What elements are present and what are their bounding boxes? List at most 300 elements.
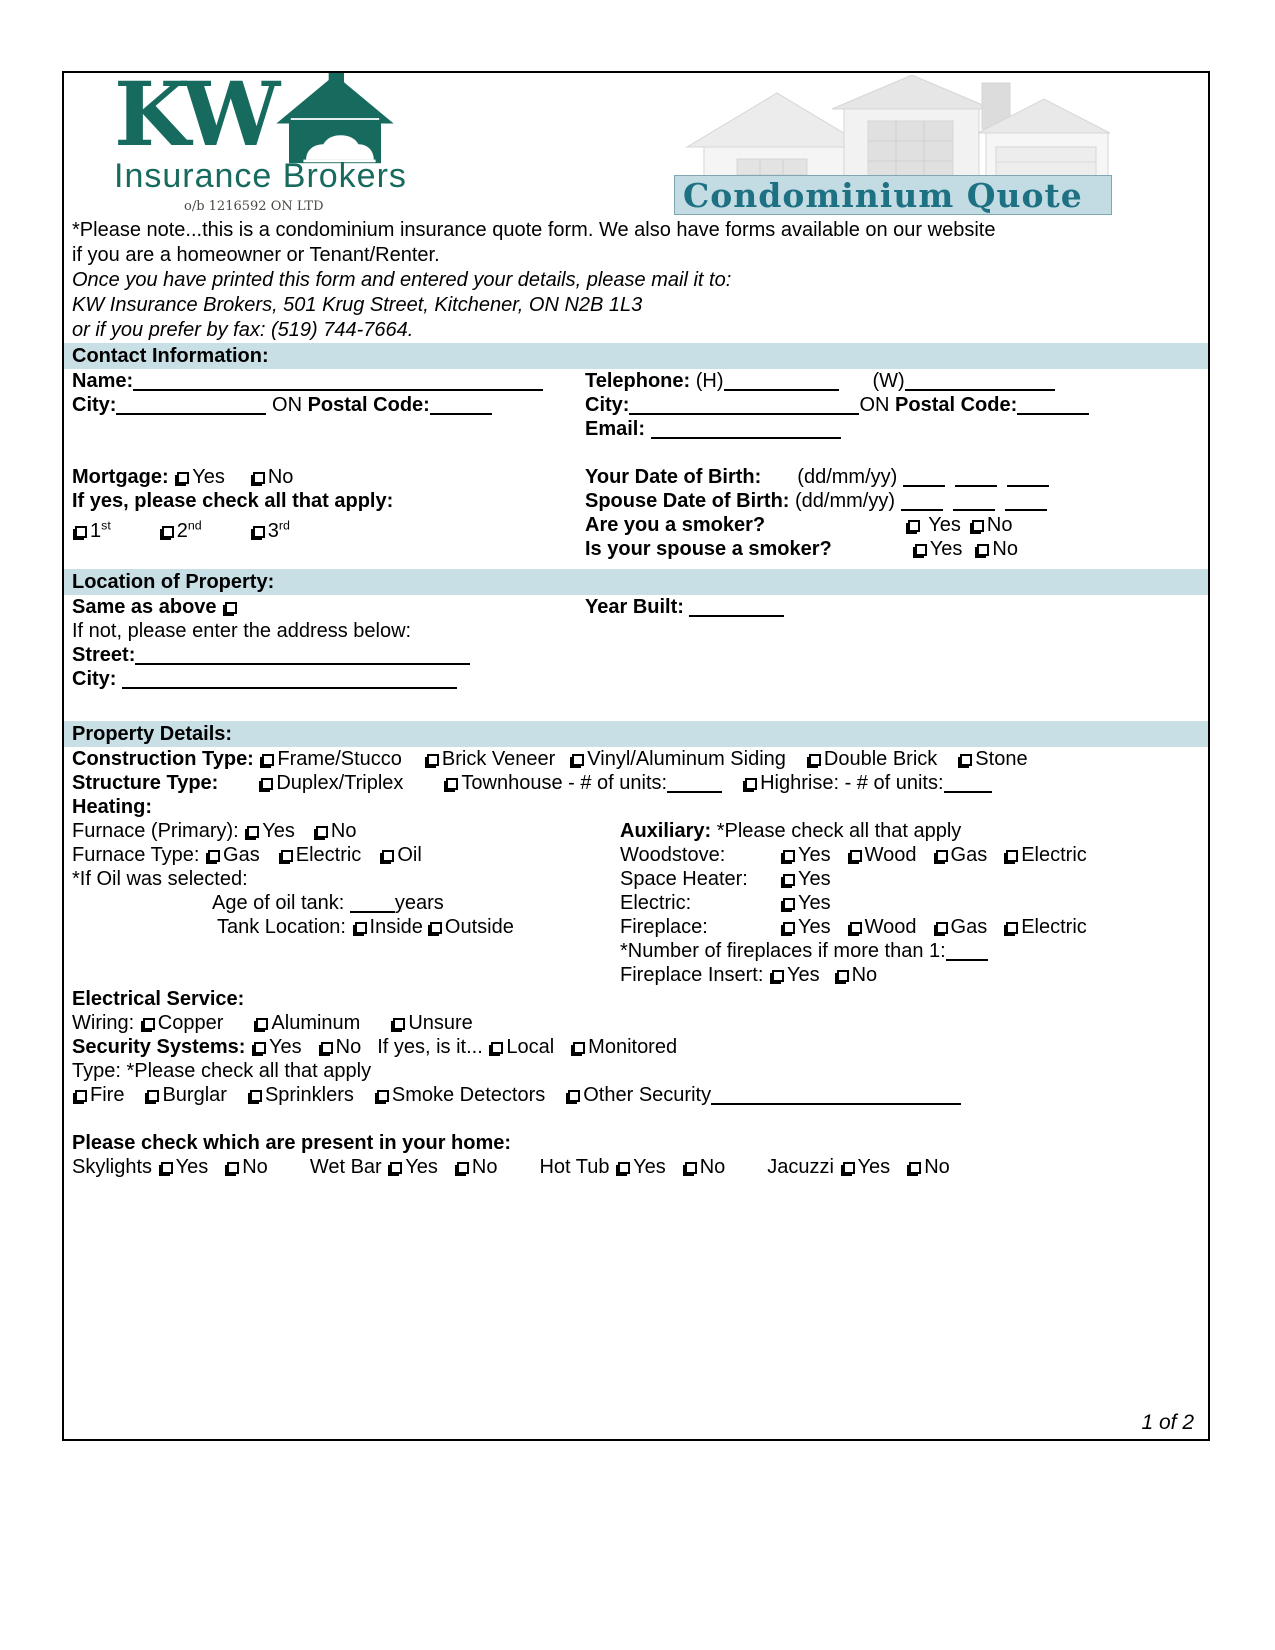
contact-left-column [72, 369, 585, 561]
checkbox-label: Electric [295, 844, 362, 866]
checkbox-icon [685, 1162, 697, 1174]
checkbox-icon [262, 754, 274, 766]
checkbox-option-smoke-detectors[interactable] [374, 1084, 545, 1106]
input-blank[interactable] [667, 773, 722, 793]
checkbox-label: No [242, 1156, 268, 1178]
checkbox-option-copper[interactable] [140, 1012, 224, 1034]
checkbox-label: Smoke Detectors [391, 1084, 546, 1106]
section-title: Location of Property: [72, 571, 275, 593]
field-label: Heating: [72, 796, 152, 818]
checkbox-icon [972, 520, 984, 532]
text: Electric: [620, 892, 692, 914]
text: Skylights [72, 1156, 158, 1178]
logo-kw-text: KW [114, 62, 275, 166]
heating-left-column [72, 819, 620, 987]
checkbox-option-unsure[interactable] [390, 1012, 472, 1034]
checkbox-icon [936, 922, 948, 934]
checkbox-option-3[interactable] [250, 520, 290, 542]
checkbox-label: Yes [798, 892, 831, 914]
checkbox-icon [837, 970, 849, 982]
form-line [72, 441, 585, 465]
form-line [72, 771, 1200, 795]
form-line [72, 268, 1200, 293]
checkbox-option-yes[interactable] [840, 1156, 891, 1178]
checkbox-label: Yes [798, 844, 831, 866]
checkbox-option-double-brick[interactable] [806, 748, 937, 770]
input-blank[interactable] [711, 1085, 961, 1105]
input-blank[interactable] [135, 645, 470, 665]
text: years [394, 892, 444, 914]
text: Fireplace Insert: [620, 964, 769, 986]
text: if you are a homeowner or Tenant/Renter. [72, 244, 440, 266]
input-blank[interactable] [1017, 395, 1089, 415]
field-label: Is your spouse a smoker? [585, 538, 832, 560]
checkbox-option-sprinklers[interactable] [247, 1084, 354, 1106]
checkbox-icon [143, 1018, 155, 1030]
checkbox-option-no[interactable] [454, 1156, 498, 1178]
header [64, 62, 1208, 216]
intro-text [64, 216, 1208, 343]
checkbox-icon [250, 1090, 262, 1102]
location-section [64, 595, 1208, 691]
text: (H) [695, 370, 724, 392]
checkbox-icon [783, 922, 795, 934]
text: Woodstove: [620, 844, 726, 866]
checkbox-icon [254, 1042, 266, 1054]
checkbox-icon [247, 826, 259, 838]
quote-banner [674, 175, 1112, 215]
checkbox-icon [1006, 922, 1018, 934]
checkbox-icon [457, 1162, 469, 1174]
form-line [585, 393, 1200, 417]
checkbox-icon [909, 1162, 921, 1174]
checkbox-icon [960, 754, 972, 766]
form-line [72, 489, 585, 513]
checkbox-label: Outside [444, 916, 514, 938]
checkbox-label: No [699, 1156, 726, 1178]
ordinal-suffix: nd [187, 518, 202, 532]
form-line [72, 1011, 1200, 1035]
section-header-location [64, 569, 1208, 595]
property-bottom-lines [64, 987, 1208, 1179]
form-line [72, 843, 620, 867]
checkbox-label: Other Security [583, 1084, 712, 1106]
input-blank[interactable] [133, 371, 543, 391]
checkbox-label: No [335, 1036, 362, 1058]
text: Furnace Type: [72, 844, 206, 866]
checkbox-label: Frame/Stucco [277, 748, 402, 770]
checkbox-icon [977, 544, 989, 556]
checkbox-label: No [992, 538, 1018, 560]
ordinal-suffix: st [101, 518, 111, 532]
form-line [585, 489, 1200, 513]
checkbox-icon [147, 1090, 159, 1102]
checkbox-option-electric[interactable] [1003, 844, 1087, 866]
checkbox-option-gas[interactable] [933, 844, 988, 866]
checkbox-option-yes[interactable] [905, 514, 961, 536]
checkbox-label: Yes [929, 538, 963, 560]
form-line [72, 891, 620, 915]
input-blank[interactable] [651, 419, 841, 439]
checkbox-option-fire[interactable] [72, 1084, 124, 1106]
checkbox-option-wood[interactable] [847, 916, 917, 938]
text: If not, please enter the address below: [72, 620, 412, 642]
checkbox-icon [161, 1162, 173, 1174]
form-line [72, 417, 585, 441]
checkbox-icon [355, 922, 367, 934]
checkbox-label: No [267, 466, 294, 488]
section-header-contact [64, 343, 1208, 369]
text: ON [859, 394, 896, 416]
text: ON [266, 394, 308, 416]
header-image [682, 75, 1110, 215]
text: *Please check all that apply [716, 820, 962, 842]
checkbox-option-aluminum[interactable] [253, 1012, 360, 1034]
checkbox-icon [572, 754, 584, 766]
checkbox-option-no[interactable] [250, 466, 294, 488]
field-label: Year Built: [585, 596, 690, 618]
checkbox-icon [568, 1090, 580, 1102]
checkbox-option-oil[interactable] [379, 844, 421, 866]
checkbox-option-no[interactable] [974, 538, 1018, 560]
input-blank[interactable] [724, 371, 839, 391]
form-line [620, 819, 1200, 843]
checkbox-icon [430, 922, 442, 934]
checkbox-label: No [986, 514, 1013, 536]
checkbox-option-no[interactable] [906, 1156, 950, 1178]
checkbox-option-yes[interactable] [769, 964, 820, 986]
field-label: Structure Type: [72, 772, 219, 794]
text: *Number of fireplaces if more than 1: [620, 940, 946, 962]
field-label: City: [585, 394, 630, 416]
input-blank[interactable] [689, 597, 784, 617]
checkbox-label: Yes [923, 514, 961, 536]
checkbox-icon [745, 778, 757, 790]
text: Hot Tub [539, 1156, 616, 1178]
form-line [620, 867, 1200, 891]
form-line [585, 417, 1200, 441]
checkbox-option-other-security[interactable] [565, 1084, 711, 1106]
checkbox-option-no[interactable] [318, 1036, 362, 1058]
checkbox-label: Yes [262, 820, 295, 842]
field-label: Mortgage: [72, 466, 175, 488]
checkbox-label: 3rd [267, 518, 290, 542]
checkbox-icon [783, 874, 795, 886]
text: Once you have printed this form and entered your details, please mail it to: [72, 269, 732, 291]
checkbox-label: No [924, 1156, 950, 1178]
checkbox-option-highrise-of-units-[interactable] [742, 772, 943, 794]
field-label: Name: [72, 370, 134, 392]
checkbox-option-gas[interactable] [205, 844, 260, 866]
checkbox-label: Oil [397, 844, 422, 866]
checkbox-option-no[interactable] [313, 820, 357, 842]
text: Space Heater: [620, 868, 748, 890]
input-blank[interactable] [350, 893, 395, 913]
checkbox-icon [427, 754, 439, 766]
text: *Please note...this is a condominium insurance quote form. We also have forms available on our website [72, 219, 996, 241]
input-blank[interactable] [116, 395, 266, 415]
input-blank[interactable] [901, 491, 943, 511]
form-container [62, 62, 1210, 1441]
checkbox-option-yes[interactable] [780, 916, 831, 938]
checkbox-option-local[interactable] [488, 1036, 554, 1058]
text: (dd/mm/yy) [797, 466, 903, 488]
checkbox-option-duplex-triplex[interactable] [258, 772, 403, 794]
form-line [72, 987, 1200, 1011]
field-label: Postal Code: [895, 394, 1018, 416]
form-line [72, 747, 1200, 771]
checkbox-label: Brick Veneer [441, 748, 556, 770]
checkbox-icon [772, 970, 784, 982]
form-line [72, 619, 585, 643]
form-line [620, 891, 1200, 915]
form-line [72, 595, 585, 619]
form-line [72, 795, 1200, 819]
text: (dd/mm/yy) [795, 490, 901, 512]
checkbox-label: No [851, 964, 878, 986]
checkbox-icon [316, 826, 328, 838]
text: Jacuzzi [767, 1156, 840, 1178]
section-title: Contact Information: [72, 345, 269, 367]
form-line [620, 963, 1200, 987]
checkbox-label: Sprinklers [264, 1084, 354, 1106]
form-line [72, 1107, 1200, 1131]
form-line [72, 867, 620, 891]
checkbox-option-no[interactable] [682, 1156, 726, 1178]
checkbox-option-inside[interactable] [352, 916, 423, 938]
checkbox-label: Yes [268, 1036, 302, 1058]
input-blank[interactable] [903, 467, 945, 487]
checkbox-label: Aluminum [271, 1012, 361, 1034]
field-label: Auxiliary: [620, 820, 717, 842]
checkbox-icon [281, 850, 293, 862]
checkbox-icon [908, 520, 920, 532]
field-label: Street: [72, 644, 136, 666]
checkbox-icon [1006, 850, 1018, 862]
checkbox-icon [446, 778, 458, 790]
logo-top [114, 62, 407, 166]
property-heating-columns [64, 819, 1208, 987]
checkbox-option-townhouse-of-units-[interactable] [443, 772, 667, 794]
checkbox-option-wood[interactable] [847, 844, 917, 866]
form-line [72, 243, 1200, 268]
text: Age of oil tank: [212, 892, 350, 914]
checkbox-label: Stone [975, 748, 1028, 770]
checkbox-label: Electric [1021, 916, 1087, 938]
field-label: Email: [585, 418, 651, 440]
checkbox-label: Vinyl/Aluminum Siding [587, 748, 786, 770]
ordinal-suffix: rd [278, 518, 290, 532]
checkbox-icon [809, 754, 821, 766]
field-label: Spouse Date of Birth: [585, 490, 796, 512]
form-line [585, 513, 1200, 537]
text: Wiring: [72, 1012, 140, 1034]
checkbox-label: No [471, 1156, 498, 1178]
checkbox-option-yes[interactable] [174, 466, 225, 488]
form-line [620, 939, 1200, 963]
checkbox-icon [783, 850, 795, 862]
checkbox-label: Gas [950, 916, 988, 938]
checkbox-label: Duplex/Triplex [276, 772, 404, 794]
checkbox-option-yes[interactable] [615, 1156, 666, 1178]
checkbox-option-yes[interactable] [912, 538, 963, 560]
checkbox-option-1[interactable] [72, 520, 111, 542]
text: KW Insurance Brokers, 501 Krug Street, Kitchener, ON N2B 1L3 [72, 294, 643, 316]
checkbox-option-stone[interactable] [957, 748, 1027, 770]
checkbox-label: Monitored [588, 1036, 678, 1058]
logo-subtext: o/b 1216592 ON LTD [184, 199, 324, 214]
checkbox-icon [253, 472, 265, 484]
checkbox-icon [256, 1018, 268, 1030]
form-line [585, 369, 1200, 393]
field-label: City: [72, 668, 122, 690]
contact-section [64, 369, 1208, 561]
checkbox-option-gas[interactable] [933, 916, 988, 938]
form-line [620, 843, 1200, 867]
text: Type: *Please check all that apply [72, 1060, 372, 1082]
input-blank[interactable] [946, 941, 988, 961]
form-line [72, 513, 585, 543]
checkbox-icon [321, 1042, 333, 1054]
location-left-column [72, 595, 585, 691]
checkbox-label: Copper [157, 1012, 224, 1034]
checkbox-label: Yes [798, 868, 831, 890]
checkbox-label: Wood [864, 844, 917, 866]
text: Furnace (Primary): [72, 820, 245, 842]
checkbox-option-no[interactable] [224, 1156, 268, 1178]
checkbox-icon [783, 898, 795, 910]
checkbox-icon [843, 1162, 855, 1174]
input-blank[interactable] [944, 773, 992, 793]
checkbox-icon [208, 850, 220, 862]
checkbox-option-yes[interactable] [387, 1156, 438, 1178]
text: or if you prefer by fax: (519) 744-7664. [72, 319, 414, 341]
field-label: Construction Type: [72, 748, 260, 770]
section-header-property [64, 721, 1208, 747]
checkbox-label: Townhouse - # of units: [461, 772, 668, 794]
form-line [72, 1059, 1200, 1083]
checkbox-option-outside[interactable] [427, 916, 514, 938]
form-line [585, 595, 1200, 619]
field-label: Are you a smoker? [585, 514, 766, 536]
form-line [72, 1131, 1200, 1155]
checkbox-label: Yes [175, 1156, 209, 1178]
checkbox-label: Gas [223, 844, 260, 866]
checkbox-icon [75, 526, 87, 538]
field-label: Security Systems: [72, 1036, 251, 1058]
checkbox-icon [618, 1162, 630, 1174]
checkbox-option-yes[interactable] [780, 844, 831, 866]
checkbox-icon [177, 472, 189, 484]
checkbox-option[interactable] [222, 596, 240, 618]
logo [114, 62, 407, 214]
checkbox-icon [225, 602, 237, 614]
form-line [72, 1083, 1200, 1107]
checkbox-option-yes[interactable] [251, 1036, 302, 1058]
checkbox-option-brick-veneer[interactable] [424, 748, 555, 770]
checkbox-option-no[interactable] [834, 964, 878, 986]
checkbox-icon [915, 544, 927, 556]
checkbox-label: Electric [1021, 844, 1087, 866]
property-top-lines [64, 747, 1208, 819]
input-blank[interactable] [955, 467, 997, 487]
checkbox-label: Yes [192, 466, 225, 488]
checkbox-label: Wood [864, 916, 917, 938]
form-line [72, 218, 1200, 243]
field-label: Telephone: [585, 370, 696, 392]
checkbox-icon [261, 778, 273, 790]
text: Tank Location: [217, 916, 352, 938]
text: Fireplace: [620, 916, 708, 938]
checkbox-label: Yes [405, 1156, 438, 1178]
checkbox-option-frame-stucco[interactable] [259, 748, 401, 770]
form-line [72, 643, 585, 667]
checkbox-option-vinyl-aluminum-siding[interactable] [569, 748, 786, 770]
heating-right-column [620, 819, 1200, 987]
input-blank[interactable] [122, 669, 457, 689]
page-number: 1 of 2 [1141, 1411, 1194, 1434]
checkbox-option-electric[interactable] [278, 844, 362, 866]
checkbox-icon [573, 1042, 585, 1054]
checkbox-label: Local [506, 1036, 555, 1058]
quote-banner-title: Condominium Quote [683, 175, 1083, 215]
form-line [72, 1035, 1200, 1059]
field-label: City: [72, 394, 117, 416]
form-line [620, 915, 1200, 939]
form-line [72, 393, 585, 417]
input-blank[interactable] [430, 395, 492, 415]
logo-name: Insurance Brokers [114, 157, 407, 195]
checkbox-label: No [330, 820, 357, 842]
input-blank[interactable] [629, 395, 859, 415]
checkbox-label: 1st [90, 518, 111, 542]
checkbox-icon [393, 1018, 405, 1030]
checkbox-label: Highrise: - # of units: [760, 772, 944, 794]
checkbox-option-monitored[interactable] [570, 1036, 677, 1058]
checkbox-icon [382, 850, 394, 862]
field-label: Same as above [72, 596, 223, 618]
checkbox-option-no[interactable] [969, 514, 1013, 536]
checkbox-label: Fire [90, 1084, 125, 1106]
form-line [585, 537, 1200, 561]
checkbox-label: Unsure [408, 1012, 473, 1034]
field-label: If yes, please check all that apply: [72, 490, 394, 512]
form-line [72, 667, 585, 691]
input-blank[interactable] [905, 371, 1055, 391]
checkbox-option-yes[interactable] [780, 892, 831, 914]
section-title: Property Details: [72, 723, 233, 745]
text: If yes, is it... [377, 1036, 489, 1058]
checkbox-icon [227, 1162, 239, 1174]
checkbox-option-2[interactable] [159, 520, 202, 542]
checkbox-option-electric[interactable] [1003, 916, 1087, 938]
checkbox-icon [75, 1090, 87, 1102]
input-blank[interactable] [953, 491, 995, 511]
checkbox-option-yes[interactable] [244, 820, 295, 842]
form-line [72, 465, 585, 489]
checkbox-icon [253, 526, 265, 538]
field-label: Your Date of Birth: [585, 466, 762, 488]
input-blank[interactable] [1005, 491, 1047, 511]
checkbox-label: Yes [857, 1156, 891, 1178]
checkbox-label: Yes [786, 964, 820, 986]
checkbox-option-yes[interactable] [780, 868, 831, 890]
checkbox-option-yes[interactable] [158, 1156, 209, 1178]
input-blank[interactable] [1007, 467, 1049, 487]
checkbox-option-burglar[interactable] [144, 1084, 226, 1106]
checkbox-label: Double Brick [823, 748, 938, 770]
form-line [585, 441, 1200, 465]
